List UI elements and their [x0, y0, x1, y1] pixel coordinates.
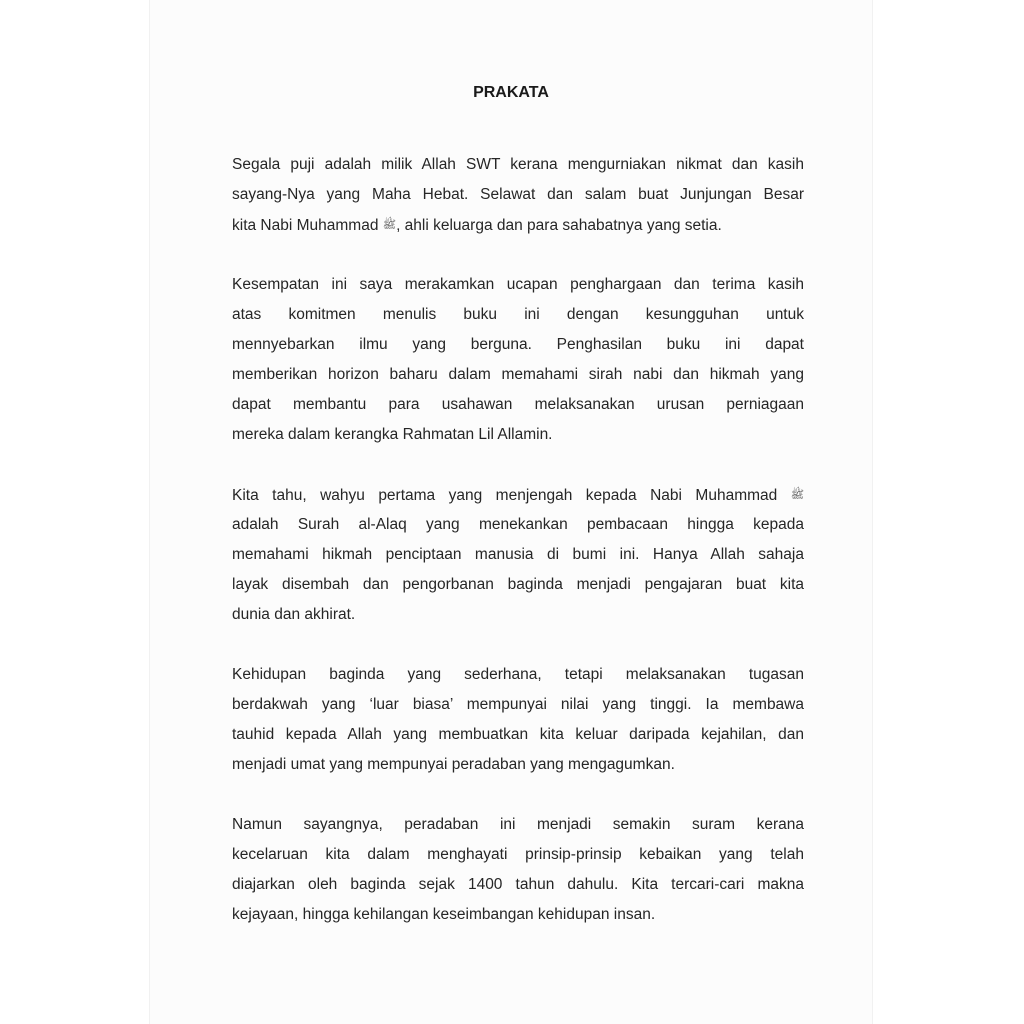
paragraph-3	[232, 480, 804, 630]
text-line: Namun sayangnya, peradaban ini menjadi semakin suram kerana	[232, 816, 804, 833]
text-line: tauhid kepada Allah yang membuatkan kita keluar daripada kejahilan, dan	[232, 726, 804, 743]
text-line: dunia dan akhirat.	[232, 606, 356, 623]
text-line: mennyebarkan ilmu yang berguna. Penghasilan buku ini dapat	[232, 336, 804, 353]
text-line	[232, 210, 804, 240]
text-line: Kesempatan ini saya merakamkan ucapan penghargaan dan terima kasih	[232, 276, 804, 293]
paragraph-1	[232, 150, 804, 240]
text-line: berdakwah yang ‘luar biasa’ mempunyai nilai yang tinggi. Ia membawa	[232, 696, 804, 713]
text-line: Segala puji adalah milik Allah SWT kerana mengurniakan nikmat dan kasih	[232, 156, 804, 173]
text-line: adalah Surah al-Alaq yang menekankan pembacaan hingga kepada	[232, 516, 804, 533]
text-line: atas komitmen menulis buku ini dengan kesungguhan untuk	[232, 306, 804, 323]
paragraph-2	[232, 270, 804, 450]
text-line: sayang-Nya yang Maha Hebat. Selawat dan salam buat Junjungan Besar	[232, 186, 804, 203]
text-line: layak disembah dan pengorbanan baginda menjadi pengajaran buat kita	[232, 576, 804, 593]
text-line	[232, 480, 804, 510]
text-line: mereka dalam kerangka Rahmatan Lil Allamin.	[232, 426, 553, 443]
salawat-honorific-icon: ﷺ	[790, 488, 804, 501]
text-line: diajarkan oleh baginda sejak 1400 tahun dahulu. Kita tercari-cari makna	[232, 876, 804, 893]
salawat-honorific-icon: ﷺ	[382, 218, 397, 231]
document-body	[232, 150, 804, 960]
text-segment: , ahli keluarga dan para sahabatnya yang setia.	[396, 217, 722, 234]
text-segment: kita Nabi Muhammad	[232, 217, 383, 234]
text-line: kecelaruan kita dalam menghayati prinsip-prinsip kebaikan yang telah	[232, 846, 804, 863]
text-line: memahami hikmah penciptaan manusia di bumi ini. Hanya Allah sahaja	[232, 546, 804, 563]
page-title: PRAKATA	[473, 84, 549, 101]
text-line: kejayaan, hingga kehilangan keseimbangan kehidupan insan.	[232, 906, 656, 923]
text-segment: Kita tahu, wahyu pertama yang menjengah kepada Nabi Muhammad	[232, 487, 791, 504]
text-line: Kehidupan baginda yang sederhana, tetapi melaksanakan tugasan	[232, 666, 804, 683]
paragraph-4	[232, 660, 804, 780]
paragraph-5	[232, 810, 804, 930]
document-page	[150, 0, 872, 1024]
text-line: memberikan horizon baharu dalam memahami sirah nabi dan hikmah yang	[232, 366, 804, 383]
text-line: dapat membantu para usahawan melaksanakan urusan perniagaan	[232, 396, 804, 413]
text-line: menjadi umat yang mempunyai peradaban yang mengagumkan.	[232, 756, 675, 773]
